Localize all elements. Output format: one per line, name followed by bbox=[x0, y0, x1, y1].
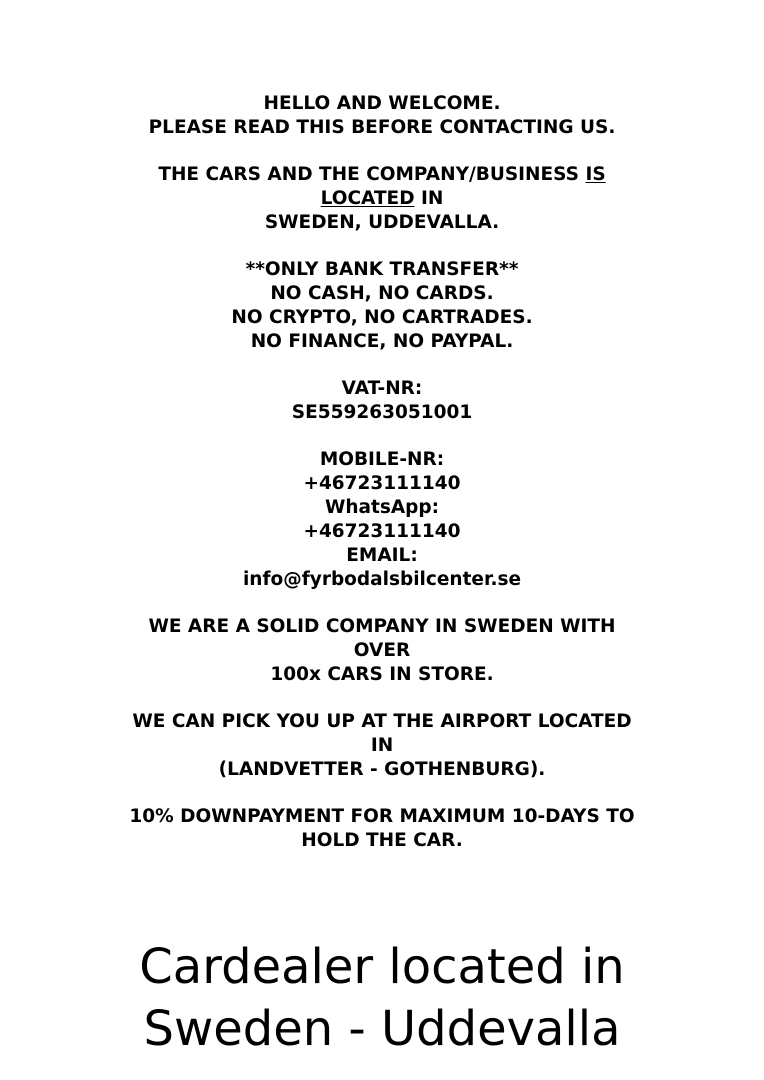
contact-paragraph bbox=[60, 448, 704, 592]
mobile-label: MOBILE-NR: bbox=[319, 449, 445, 470]
greeting-line: HELLO AND WELCOME. bbox=[263, 93, 501, 114]
airport-line-1: WE CAN PICK YOU UP AT THE AIRPORT LOCATED bbox=[132, 711, 632, 732]
location-prefix: THE CARS AND THE COMPANY/BUSINESS bbox=[158, 164, 586, 185]
downpayment-line-1: 10% DOWNPAYMENT FOR MAXIMUM 10-DAYS TO bbox=[129, 806, 635, 827]
no-finance-line: NO FINANCE, NO PAYPAL. bbox=[250, 331, 514, 352]
whatsapp-number: +46723111140 bbox=[303, 521, 461, 542]
company-line-1: WE ARE A SOLID COMPANY IN SWEDEN WITH bbox=[148, 616, 616, 637]
no-crypto-line: NO CRYPTO, NO CARTRADES. bbox=[231, 307, 533, 328]
downpayment-line-2: HOLD THE CAR. bbox=[301, 830, 463, 851]
company-paragraph bbox=[60, 615, 704, 687]
location-paragraph bbox=[60, 163, 704, 235]
downpayment-paragraph bbox=[60, 805, 704, 853]
caption-line-1: Cardealer located in bbox=[139, 939, 625, 995]
location-line-1 bbox=[60, 163, 704, 187]
greeting-paragraph bbox=[60, 92, 704, 140]
company-line-3: 100x CARS IN STORE. bbox=[270, 664, 494, 685]
email-label: EMAIL: bbox=[346, 545, 418, 566]
payment-paragraph bbox=[60, 258, 704, 354]
vat-label: VAT-NR: bbox=[341, 378, 423, 399]
airport-line-3: (LANDVETTER - GOTHENBURG). bbox=[218, 759, 546, 780]
notice-text-block bbox=[60, 92, 704, 876]
airport-line-2: IN bbox=[370, 735, 394, 756]
whatsapp-label: WhatsApp: bbox=[324, 497, 440, 518]
mobile-number: +46723111140 bbox=[303, 473, 461, 494]
underlined-is: IS bbox=[585, 164, 606, 185]
caption-title bbox=[0, 936, 764, 1060]
location-city-line: SWEDEN, UDDEVALLA. bbox=[264, 212, 500, 233]
airport-paragraph bbox=[60, 710, 704, 782]
underlined-located: LOCATED bbox=[320, 188, 415, 209]
no-cash-line: NO CASH, NO CARDS. bbox=[270, 283, 494, 304]
caption-line-2: Sweden - Uddevalla bbox=[143, 1001, 621, 1057]
company-line-2: OVER bbox=[353, 640, 411, 661]
location-in: IN bbox=[414, 188, 444, 209]
vat-paragraph bbox=[60, 377, 704, 425]
bank-transfer-line: **ONLY BANK TRANSFER** bbox=[245, 259, 519, 280]
vat-number: SE559263051001 bbox=[291, 402, 473, 423]
location-line-2 bbox=[60, 187, 704, 211]
email-address: info@fyrbodalsbilcenter.se bbox=[242, 569, 522, 590]
read-before-contact-line: PLEASE READ THIS BEFORE CONTACTING US. bbox=[148, 117, 616, 138]
